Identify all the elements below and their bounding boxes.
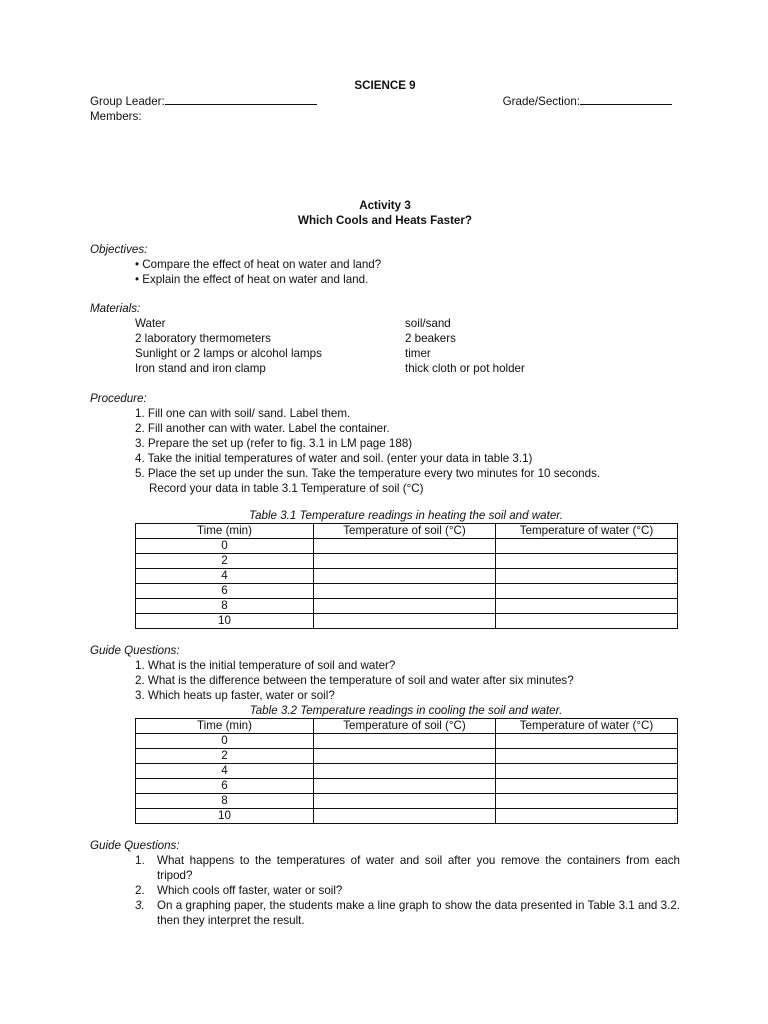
- guide-question: 3. Which heats up faster, water or soil?: [135, 689, 335, 702]
- procedure-step: 3. Prepare the set up (refer to fig. 3.1 in LM page 188): [135, 437, 413, 450]
- water-cell[interactable]: [496, 569, 678, 584]
- water-cell[interactable]: [496, 749, 678, 764]
- guide-question: [135, 883, 680, 898]
- procedure-step: 1. Fill one can with soil/ sand. Label them.: [135, 407, 351, 420]
- objective-item: • Explain the effect of heat on water and land.: [135, 273, 369, 286]
- table2-header-time: Time (min): [136, 719, 314, 734]
- water-cell[interactable]: [496, 554, 678, 569]
- time-cell: 4: [136, 569, 314, 584]
- table2-header-water: Temperature of water (°C): [496, 719, 678, 734]
- material-item: Iron stand and iron clamp: [135, 362, 266, 375]
- members-label: Members:: [90, 110, 142, 123]
- question-number: 3.: [135, 899, 145, 912]
- water-cell[interactable]: [496, 539, 678, 554]
- question-number: 2.: [135, 884, 145, 897]
- group-leader-blank: [165, 93, 317, 105]
- table-row: [136, 734, 678, 749]
- time-cell: 8: [136, 794, 314, 809]
- soil-cell[interactable]: [314, 794, 496, 809]
- grade-section-blank: [580, 93, 672, 105]
- guide-question: 2. What is the difference between the temperature of soil and water after six minutes?: [135, 674, 574, 687]
- objectives-heading: Objectives:: [90, 243, 148, 256]
- materials-list: [90, 316, 680, 376]
- guide1-heading: Guide Questions:: [90, 644, 180, 657]
- group-leader-label: Group Leader:: [90, 95, 165, 108]
- subject-title: SCIENCE 9: [354, 79, 416, 92]
- table-row: [136, 539, 678, 554]
- soil-cell[interactable]: [314, 614, 496, 629]
- table1-header-water: Temperature of water (°C): [496, 524, 678, 539]
- group-leader-field: [90, 93, 317, 109]
- table-row: [136, 569, 678, 584]
- time-cell: 2: [136, 749, 314, 764]
- time-cell: 6: [136, 584, 314, 599]
- guide1-list: [90, 658, 680, 703]
- soil-cell[interactable]: [314, 734, 496, 749]
- water-cell[interactable]: [496, 614, 678, 629]
- time-cell: 6: [136, 779, 314, 794]
- soil-cell[interactable]: [314, 554, 496, 569]
- soil-cell[interactable]: [314, 539, 496, 554]
- table-row: [136, 554, 678, 569]
- question-text: Which cools off faster, water or soil?: [157, 884, 343, 897]
- water-cell[interactable]: [496, 779, 678, 794]
- material-item: 2 laboratory thermometers: [135, 332, 271, 345]
- table1-header-time: Time (min): [136, 524, 314, 539]
- guide-question: [135, 898, 680, 928]
- water-cell[interactable]: [496, 809, 678, 824]
- header-fields: [90, 93, 680, 109]
- question-number: 1.: [135, 854, 145, 867]
- worksheet-page: [90, 78, 680, 928]
- material-item: thick cloth or pot holder: [405, 362, 525, 375]
- time-cell: 8: [136, 599, 314, 614]
- table1-header-soil: Temperature of soil (°C): [314, 524, 496, 539]
- guide-question: [135, 853, 680, 883]
- procedure-step: 5. Place the set up under the sun. Take the temperature every two minutes for 10 seconds.: [135, 467, 601, 480]
- grade-section-label: Grade/Section:: [502, 95, 580, 108]
- water-cell[interactable]: [496, 584, 678, 599]
- material-item: 2 beakers: [405, 332, 456, 345]
- material-item: Water: [135, 317, 166, 330]
- table-row: [136, 749, 678, 764]
- soil-cell[interactable]: [314, 599, 496, 614]
- activity-number: Activity 3: [359, 199, 411, 212]
- soil-cell[interactable]: [314, 809, 496, 824]
- time-cell: 4: [136, 764, 314, 779]
- table-row: [136, 614, 678, 629]
- table-row: [136, 599, 678, 614]
- procedure-step: 2. Fill another can with water. Label the container.: [135, 422, 390, 435]
- guide-question: 1. What is the initial temperature of soil and water?: [135, 659, 396, 672]
- table2-header-soil: Temperature of soil (°C): [314, 719, 496, 734]
- water-cell[interactable]: [496, 764, 678, 779]
- objective-item: • Compare the effect of heat on water and land?: [135, 258, 382, 271]
- soil-cell[interactable]: [314, 749, 496, 764]
- time-cell: 0: [136, 539, 314, 554]
- soil-cell[interactable]: [314, 764, 496, 779]
- table-row: [136, 809, 678, 824]
- table1: [135, 523, 678, 629]
- question-text: What happens to the temperatures of water and soil after you remove the containers from each tripod?: [157, 854, 680, 882]
- material-item: timer: [405, 347, 431, 360]
- material-item: soil/sand: [405, 317, 451, 330]
- soil-cell[interactable]: [314, 779, 496, 794]
- procedure-step: 4. Take the initial temperatures of water and soil. (enter your data in table 3.1): [135, 452, 533, 465]
- activity-title: Which Cools and Heats Faster?: [298, 214, 472, 227]
- materials-heading: Materials:: [90, 302, 141, 315]
- question-text: On a graphing paper, the students make a line graph to show the data presented in Table 3.1 and 3.2. then they interpret the result.: [157, 899, 680, 927]
- guide2-list: [90, 853, 680, 928]
- time-cell: 0: [136, 734, 314, 749]
- procedure-list: [90, 406, 680, 496]
- water-cell[interactable]: [496, 599, 678, 614]
- table-row: [136, 584, 678, 599]
- procedure-step-continued: Record your data in table 3.1 Temperature of soil (°C): [149, 482, 424, 495]
- table-row: [136, 794, 678, 809]
- table2-caption: Table 3.2 Temperature readings in cooling the soil and water.: [249, 704, 563, 717]
- table1-caption: Table 3.1 Temperature readings in heating the soil and water.: [249, 509, 563, 522]
- table2: [135, 718, 678, 824]
- soil-cell[interactable]: [314, 584, 496, 599]
- grade-section-field: [503, 93, 672, 109]
- time-cell: 2: [136, 554, 314, 569]
- guide2-heading: Guide Questions:: [90, 839, 180, 852]
- water-cell[interactable]: [496, 734, 678, 749]
- table-row: [136, 779, 678, 794]
- material-item: Sunlight or 2 lamps or alcohol lamps: [135, 347, 322, 360]
- time-cell: 10: [136, 614, 314, 629]
- water-cell[interactable]: [496, 794, 678, 809]
- procedure-heading: Procedure:: [90, 392, 147, 405]
- soil-cell[interactable]: [314, 569, 496, 584]
- table-row: [136, 764, 678, 779]
- time-cell: 10: [136, 809, 314, 824]
